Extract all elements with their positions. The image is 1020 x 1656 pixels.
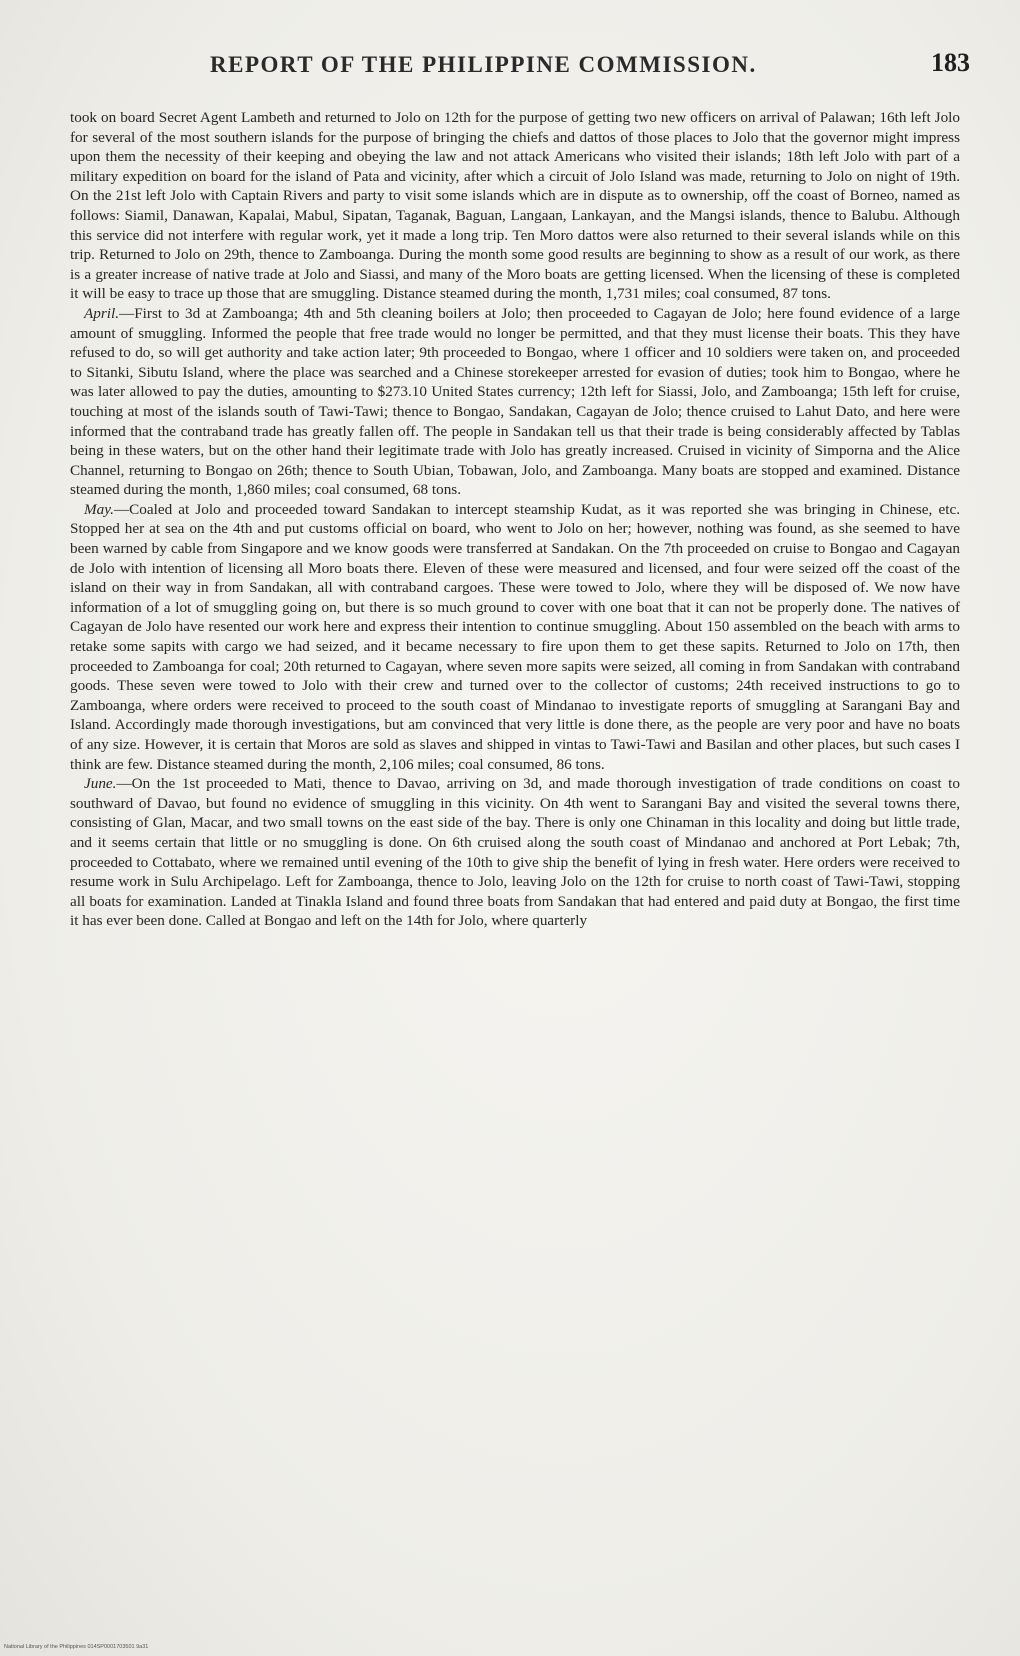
paragraph-continuation [70,108,960,304]
page-header [70,48,970,88]
paragraph-may [70,500,960,774]
paragraph-lead-may: May. [84,500,114,518]
paragraph-text-april: —First to 3d at Zamboanga; 4th and 5th cleaning boilers at Jolo; then proceeded to Cagayan de Jolo; here found evidence of a large amount of smuggling. Informed the people that free trade would no longer be permitted, and that they must license their boats. This they have refused to do, so will get authority and take action later; 9th proceeded to Bongao, where 1 officer and 10 soldiers were taken on, and proceeded to Sitanki, Sibutu Island, where the place was searched and a Chinese storekeeper arrested for evasion of duties; took him to Bongao, where he was later allowed to pay the duties, amounting to $273.10 United States currency; 12th left for Siassi, Jolo, and Zamboanga; 15th left for cruise, touching at most of the islands south of Tawi-Tawi; thence to Bongao, Sandakan, Cagayan de Jolo; thence cruised to Lahut Dato, and here were informed that the contraband trade has greatly fallen off. The people in Sandakan tell us that their trade is being considerably affected by Tablas being in these waters, but on the other hand their legitimate trade with Jolo has greatly increased. Cruised in vicinity of Simporna and the Alice Channel, returning to Bongao on 26th; thence to South Ubian, Tobawan, Jolo, and Zamboanga. Many boats are stopped and examined. Distance steamed during the month, 1,860 miles; coal consumed, 68 tons. [70,304,960,499]
paragraph-text-may: —Coaled at Jolo and proceeded toward Sandakan to intercept steamship Kudat, as it was reported she was bringing in Chinese, etc. Stopped her at sea on the 4th and put customs official on board, who went to Jolo on her; however, nothing was found, as she seemed to have been warned by cable from Singapore and we know goods were transferred at Sandakan. On the 7th proceeded on cruise to Bongao and Cagayan de Jolo with intention of licensing all Moro boats there. Eleven of these were measured and licensed, and four were seized off the coast of the island on their way in from Sandakan, all with contraband cargoes. These were towed to Jolo, where they will be disposed of. We now have information of a lot of smuggling going on, but there is so much ground to cover with one boat that it can not be properly done. The natives of Cagayan de Jolo have resented our work here and express their intention to continue smuggling. About 150 assembled on the beach with arms to retake some sapits with cargo we had seized, and it became necessary to fire upon them to get these sapits. Returned to Jolo on 17th, then proceeded to Zamboanga for coal; 20th returned to Cagayan, where seven more sapits were seized, all coming in from Sandakan with contraband goods. These seven were towed to Jolo with their crew and turned over to the collector of customs; 24th received instructions to go to Zamboanga, where orders were received to proceed to the south coast of Mindanao to investigate reports of smuggling at Sarangani Bay and Island. Accordingly made thorough investigations, but am convinced that very little is done there, as the people are very poor and have no boats of any size. However, it is certain that Moros are sold as slaves and shipped in vintas to Tawi-Tawi and Basilan and other places, but such cases I think are few. Distance steamed during the month, 2,106 miles; coal consumed, 86 tons. [70,500,960,773]
paragraph-text: took on board Secret Agent Lambeth and returned to Jolo on 12th for the purpose of getting two new officers on arrival of Palawan; 16th left Jolo for several of the most southern islands for the purpose of bringing the chiefs and dattos of those places to Jolo that the governor might impress upon them the necessity of their keeping and obeying the law and not attack Americans who visited their islands; 18th left Jolo with part of a military expedition on board for the island of Pata and vicinity, after which a circuit of Jolo Island was made, returning to Jolo on night of 19th. On the 21st left Jolo with Captain Rivers and party to visit some islands which are in dispute as to ownership, off the coast of Borneo, named as follows: Siamil, Danawan, Kapalai, Mabul, Sipatan, Taganak, Baguan, Langaan, Lankayan, and the Mangsi islands, thence to Balubu. Although this service did not interfere with regular work, yet it made a long trip. Ten Moro dattos were also returned to their several islands while on this trip. Returned to Jolo on 29th, thence to Zamboanga. During the month some good results are beginning to show as a result of our work, as there is a greater increase of native trade at Jolo and Siassi, and many of the Moro boats are getting licensed. When the licensing of these is completed it will be easy to trace up those that are smuggling. Distance steamed during the month, 1,731 miles; coal consumed, 87 tons. [70,109,960,303]
running-head: REPORT OF THE PHILIPPINE COMMISSION. [210,52,757,77]
paragraph-lead-june: June. [84,775,117,793]
paragraph-text-june: —On the 1st proceeded to Mati, thence to Davao, arriving on 3d, and made thorough investigation of trade conditions on coast to southward of Davao, but found no evidence of smuggling in this vicinity. On 4th went to Sarangani Bay and visited the several towns there, consisting of Glan, Macar, and two small towns on the east side of the bay. There is only one Chinaman in this locality and doing but little trade, and it seems certain that little or no smuggling is done. On 6th cruised along the south coast of Mindanao and anchored at Port Lebak; 7th, proceeded to Cottabato, where we remained until evening of the 10th to give ship the benefit of lying in fresh water. Here orders were received to resume work in Sulu Archipelago. Left for Zamboanga, thence to Jolo, leaving Jolo on the 12th for cruise to north coast of Tawi-Tawi, stopping all boats for examination. Landed at Tinakla Island and found three boats from Sandakan that had entered and paid duty at Bongao, the first time it has ever been done. Called at Bongao and left on the 14th for Jolo, where quarterly [70,775,960,930]
page-number: 183 [931,48,970,77]
paragraph-lead-april: April. [84,304,120,322]
paragraph-june [70,774,960,931]
scan-footer: National Library of the Philippines 014SP0001703501 9a31 [4,1644,149,1650]
body-text [70,108,960,1608]
paragraph-april [70,304,960,500]
